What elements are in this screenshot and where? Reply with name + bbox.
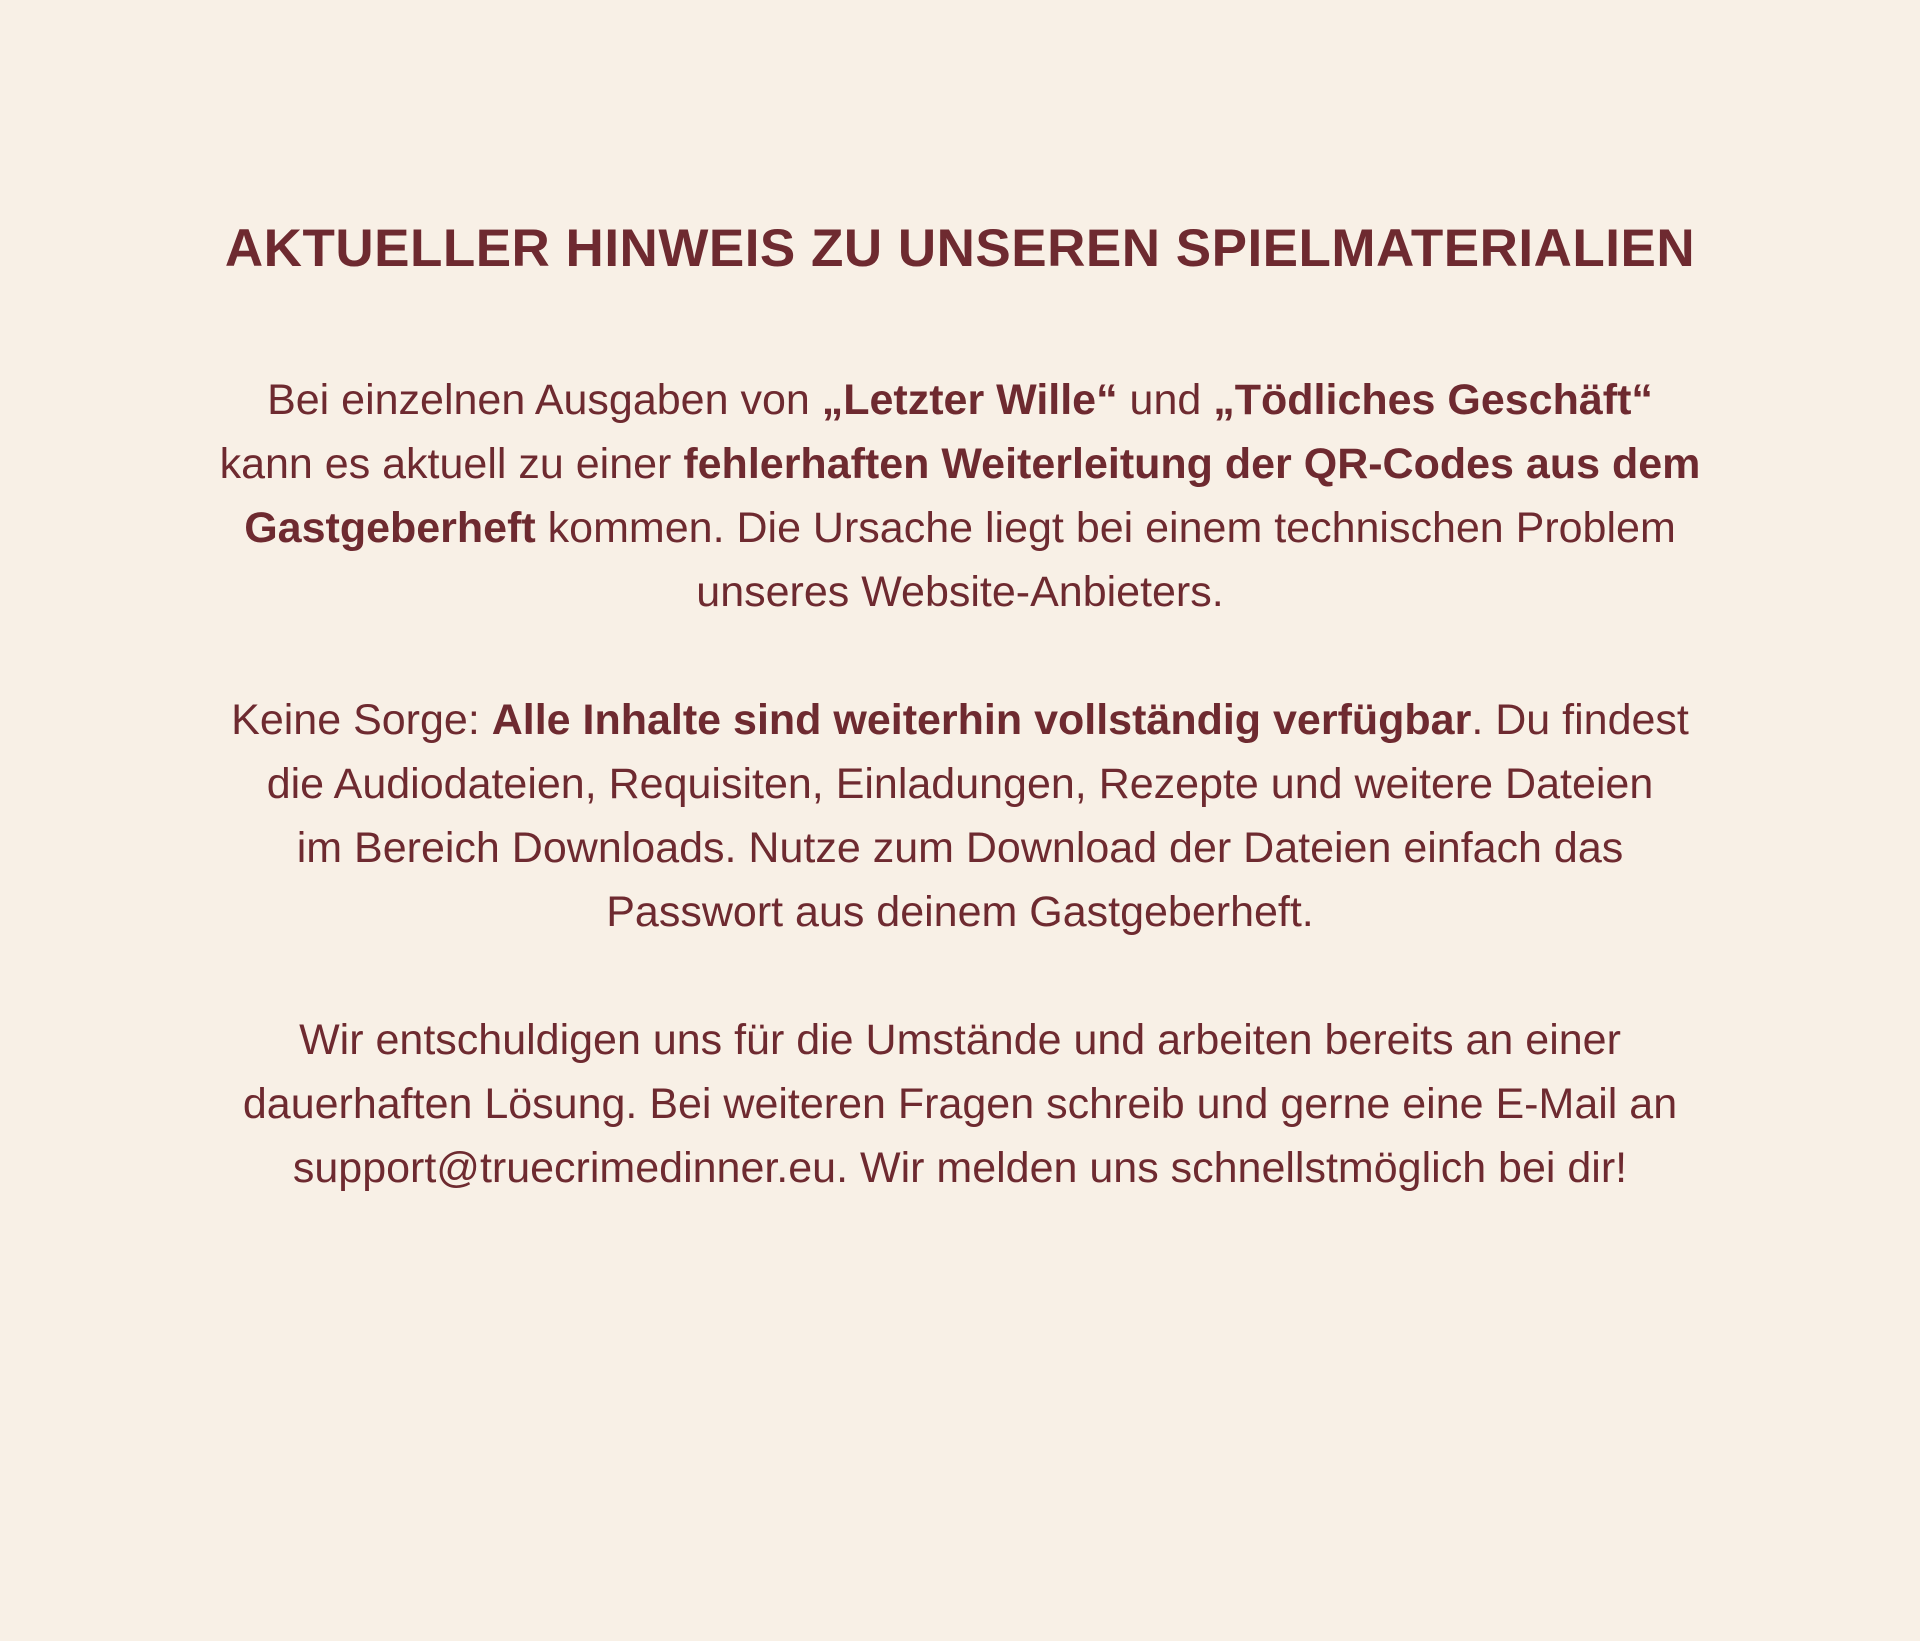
paragraph-line (130, 432, 1790, 496)
text-segment: dauerhaften Lösung. Bei weiteren Fragen schreib und gerne eine E-Mail an (242, 1080, 1678, 1128)
paragraph-line (130, 1136, 1790, 1200)
paragraph-line (130, 816, 1790, 880)
text-segment: die Audiodateien, Requisiten, Einladungen, Rezepte und weitere Dateien (266, 760, 1654, 808)
notice-title: AKTUELLER HINWEIS ZU UNSEREN SPIELMATERIALIEN (224, 219, 1696, 278)
text-segment: im Bereich Downloads. Nutze zum Download der Dateien einfach das (296, 824, 1624, 872)
notice-paragraph-qr-issue (130, 368, 1790, 624)
text-segment: Passwort aus deinem Gastgeberheft. (606, 888, 1314, 936)
text-segment: Keine Sorge: (231, 696, 492, 744)
paragraph-line (130, 560, 1790, 624)
text-segment: Bei einzelnen Ausgaben von (267, 376, 822, 424)
text-segment: und (1117, 376, 1214, 424)
text-segment: unseres Website-Anbieters. (696, 568, 1224, 616)
game-title-letzter-wille: „Letzter Wille“ (821, 376, 1118, 424)
notice-body (130, 368, 1790, 1200)
support-contact-text: support@truecrimedinner.eu. Wir melden uns schnellstmöglich bei dir! (292, 1144, 1628, 1192)
paragraph-line (130, 496, 1790, 560)
paragraph-line (130, 368, 1790, 432)
emphasis-qr-redirect: fehlerhaften Weiterleitung der QR-Codes aus dem (683, 440, 1701, 488)
notice-paragraph-apology (130, 1008, 1790, 1200)
text-segment: kann es aktuell zu einer (219, 440, 684, 488)
notice-paragraph-downloads (130, 688, 1790, 944)
emphasis-gastgeberheft: Gastgeberheft (244, 504, 536, 552)
emphasis-content-available: Alle Inhalte sind weiterhin vollständig verfügbar (491, 696, 1472, 744)
text-segment: Wir entschuldigen uns für die Umstände und arbeiten bereits an einer (299, 1016, 1621, 1064)
paragraph-line (130, 1072, 1790, 1136)
text-segment: kommen. Die Ursache liegt bei einem technischen Problem (535, 504, 1676, 552)
paragraph-line (130, 880, 1790, 944)
paragraph-line (130, 752, 1790, 816)
text-segment: . Du findest (1471, 696, 1689, 744)
paragraph-line (130, 688, 1790, 752)
game-title-toedliches-geschaeft: „Tödliches Geschäft“ (1213, 376, 1653, 424)
paragraph-line (130, 1008, 1790, 1072)
